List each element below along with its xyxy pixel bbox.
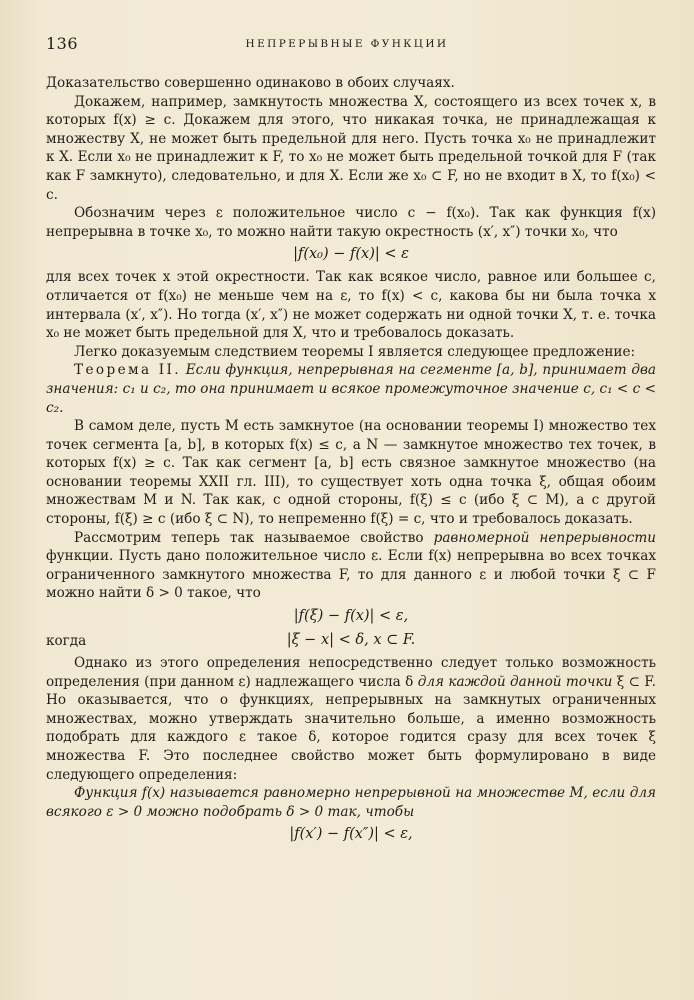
paragraph [46, 529, 656, 603]
formula-row [46, 630, 656, 654]
text-run: Однако из этого определения непосредственно следует только возможность определения (при данном ε) надлежащего числа δ [46, 655, 656, 690]
paragraph [46, 654, 656, 784]
emphasis: для каждой данной точки [417, 673, 613, 690]
running-title: НЕПРЕРЫВНЫЕ ФУНКЦИИ [245, 38, 449, 50]
paragraph: Легко доказуемым следствием теоремы I является следующее предложение: [74, 343, 636, 360]
formula: |f(x₀) − f(x)| < ε [293, 246, 409, 263]
theorem-label: Теорема II. [74, 362, 181, 379]
theorem [46, 361, 656, 417]
formula: |ξ − x| < δ, x ⊂ F. [286, 632, 416, 649]
paragraph: Докажем, например, замкнутость множества X, состоящего из всех точек x, в которых f(x) ≥ c. Докажем для этого, что никакая точка, не принадлежащая к множеству X, не может быть предельной для него. Пусть точка x₀ не принадлежит к X. Если x₀ не принадлежит к F, то x₀ не может быть предельной точкой для F (так как F замкнуто), следовательно, и для X. Если же x₀ ⊂ F, но не входит в X, то f(x₀) < c. [46, 93, 656, 203]
definition: Функция f(x) называется равномерно непрерывной на множестве M, если для всякого ε > 0 можно подобрать δ > 0 так, чтобы [46, 785, 656, 820]
paragraph: Обозначим через ε положительное число c − f(x₀). Так как функция f(x) непрерывна в точке x₀, то можно найти такую окрестность (x′, x″) точки x₀, что [46, 205, 656, 240]
when-word: когда [46, 633, 87, 650]
formula: |f(x′) − f(x″)| < ε, [289, 826, 413, 843]
paragraph: В самом деле, пусть M есть замкнутое (на основании теоремы I) множество тех точек сегмента [a, b], в которых f(x) ≤ c, а N — замкнутое множество тех точек, в которых f(x) ≥ c. Так как сегмент [a, b] есть связное замкнутое множество (на основании теоремы XXII гл. III), то существует хоть одна точка ξ, общая обоим множествам M и N. Так как, с одной стороны, f(ξ) ≤ c (ибо ξ ⊂ M), а с другой стороны, f(ξ) ≥ c (ибо ξ ⊂ N), то непременно f(ξ) = c, что и требовалось доказать. [46, 418, 656, 528]
page-body [46, 74, 656, 846]
paragraph: для всех точек x этой окрестности. Так как всякое число, равное или большее c, отличается от f(x₀) не меньше чем на ε, то f(x) < c, какова бы ни была точка x интервала (x′, x″). Но тогда (x′, x″) не может содержать ни одной точки X, т. е. точка x₀ не может быть предельной для X, что и требовалось доказать. [46, 269, 656, 342]
theorem-statement: Если функция, непрерывная на сегменте [a, b], принимает два значения: c₁ и c₂, то она принимает и всякое промежуточное значение c, c₁ < c < c₂. [46, 362, 656, 416]
formula: |f(ξ) − f(x)| < ε, [293, 608, 409, 625]
text-run: Рассмотрим теперь так называемое свойство [74, 529, 434, 546]
text-run: ξ ⊂ F. Но оказывается, что о функциях, непрерывных на замкнутых ограниченных множествах, можно утверждать значительно больше, а именно возможность подобрать для каждого ε такое δ, которое годится сразу для всех точек ξ множества F. Это последнее свойство может быть формулировано в виде следующего определения: [46, 673, 656, 783]
text-run: функции. Пусть дано положительное число ε. Если f(x) непрерывна во всех точках ограниченного замкнутого множества F, то для данного ε и любой точки ξ ⊂ F можно найти δ > 0 такое, что [46, 548, 656, 602]
paragraph: Доказательство совершенно одинаково в обоих случаях. [46, 75, 455, 91]
emphasis: равномерной непрерывности [433, 529, 657, 546]
page-number: 136 [46, 34, 79, 53]
